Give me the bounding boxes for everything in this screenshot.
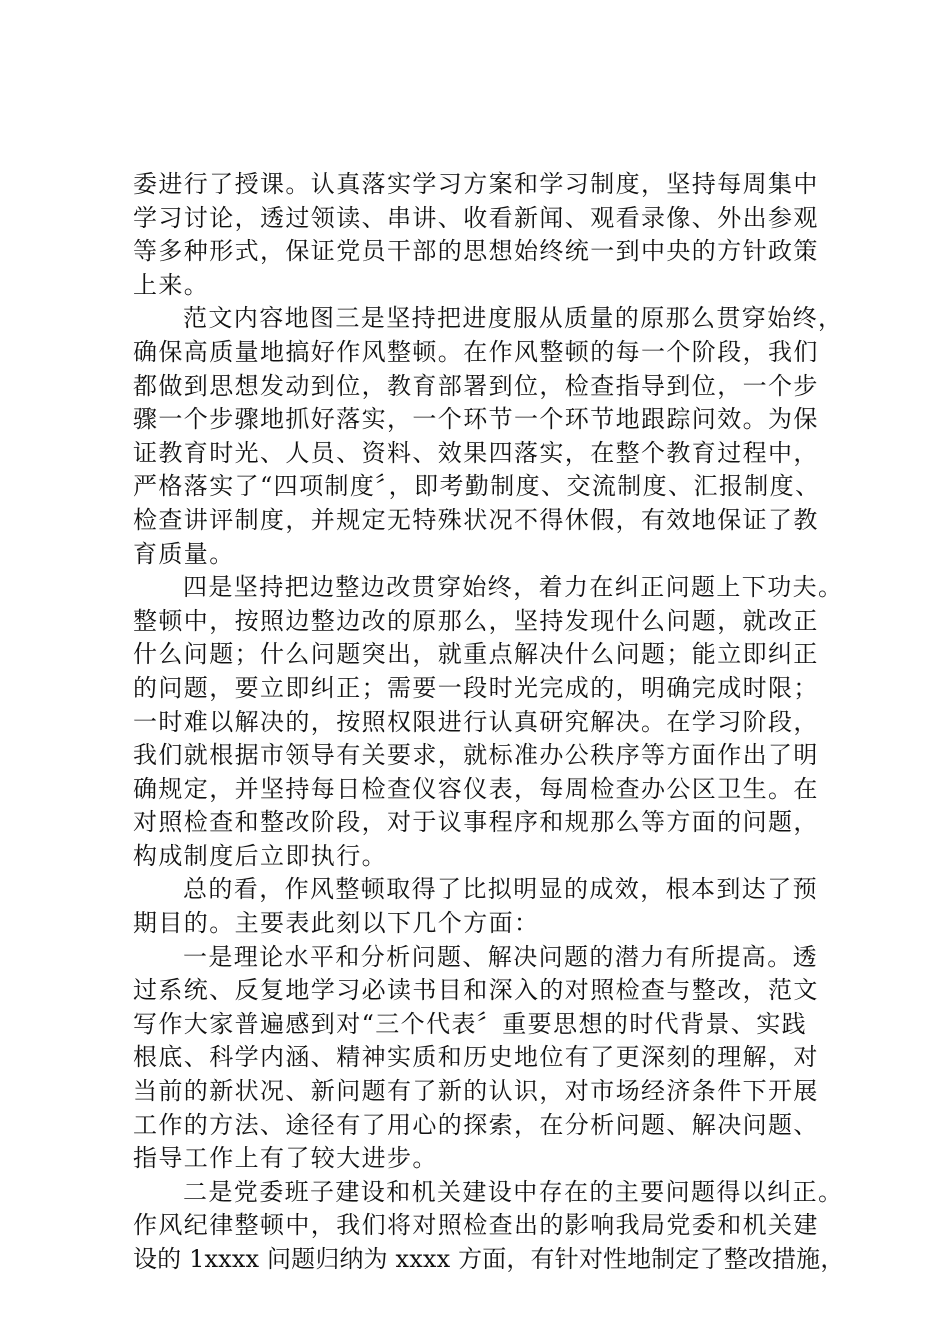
text-line: 过系统、反复地学习必读书目和深入的对照检查与整改，范文: [133, 976, 819, 1005]
text-line: 作风纪律整顿中，我们将对照检查出的影响我局党委和机关建: [133, 1211, 819, 1240]
text-line: 确规定，并坚持每日检查仪容仪表，每周检查办公区卫生。在: [133, 774, 819, 803]
text-line: 一时难以解决的，按照权限进行认真研究解决。在学习阶段，: [133, 707, 819, 736]
text-line: 根底、科学内涵、精神实质和历史地位有了更深刻的理解，对: [133, 1043, 819, 1072]
text-line: 骤一个步骤地抓好落实，一个环节一个环节地跟踪问效。为保: [133, 405, 819, 434]
paragraph-first-line: 总的看，作风整顿取得了比拟明显的成效，根本到达了预: [183, 875, 818, 904]
text-line: 构成制度后立即执行。: [133, 841, 387, 870]
text-line: 整顿中，按照边整边改的原那么，坚持发现什么问题，就改正: [133, 606, 819, 635]
text-line: 证教育时光、人员、资料、效果四落实，在整个教育过程中，: [133, 438, 819, 467]
text-line: 等多种形式，保证党员干部的思想始终统一到中央的方针政策: [133, 237, 819, 266]
text-line: 我们就根据市领导有关要求，就标准办公秩序等方面作出了明: [133, 741, 819, 770]
text-line: 严格落实了“四项制度〞，即考勤制度、交流制度、汇报制度、: [133, 472, 821, 501]
text-line: 都做到思想发动到位，教育部署到位，检查指导到位，一个步: [133, 371, 819, 400]
paragraph-first-line: 一是理论水平和分析问题、解决问题的潜力有所提高。透: [183, 942, 818, 971]
text-line: 期目的。主要表此刻以下几个方面：: [133, 909, 540, 938]
text-line: 的问题，要立即纠正；需要一段时光完成的，明确完成时限；: [133, 673, 819, 702]
text-line: 学习讨论，透过领读、串讲、收看新闻、观看录像、外出参观: [133, 203, 819, 232]
paragraph-first-line: 范文内容地图三是坚持把进度服从质量的原那么贯穿始终，: [183, 304, 844, 333]
text-line: 确保高质量地搞好作风整顿。在作风整顿的每一个阶段，我们: [133, 337, 819, 366]
text-line: 设的 1xxxx 问题归纳为 xxxx 方面，有针对性地制定了整改措施，: [133, 1245, 845, 1273]
text-line: 对照检查和整改阶段，对于议事程序和规那么等方面的问题，: [133, 808, 819, 837]
text-line: 工作的方法、途径有了用心的探索，在分析问题、解决问题、: [133, 1110, 819, 1139]
text-line: 育质量。: [133, 539, 235, 568]
paragraph-first-line: 二是党委班子建设和机关建设中存在的主要问题得以纠正。: [183, 1177, 844, 1206]
text-line: 什么问题；什么问题突出，就重点解决什么问题；能立即纠正: [133, 640, 819, 669]
text-line: 写作大家普遍感到对“三个代表〞重要思想的时代背景、实践: [133, 1009, 808, 1038]
paragraph-first-line: 四是坚持把边整边改贯穿始终，着力在纠正问题上下功夫。: [183, 573, 844, 602]
text-line: 委进行了授课。认真落实学习方案和学习制度，坚持每周集中: [133, 170, 819, 198]
text-line: 上来。: [133, 270, 210, 299]
text-line: 当前的新状况、新问题有了新的认识，对市场经济条件下开展: [133, 1077, 819, 1106]
document-body: [133, 168, 845, 1277]
text-line: 检查讲评制度，并规定无特殊状况不得休假，有效地保证了教: [133, 505, 819, 534]
text-line: 指导工作上有了较大进步。: [133, 1144, 438, 1173]
